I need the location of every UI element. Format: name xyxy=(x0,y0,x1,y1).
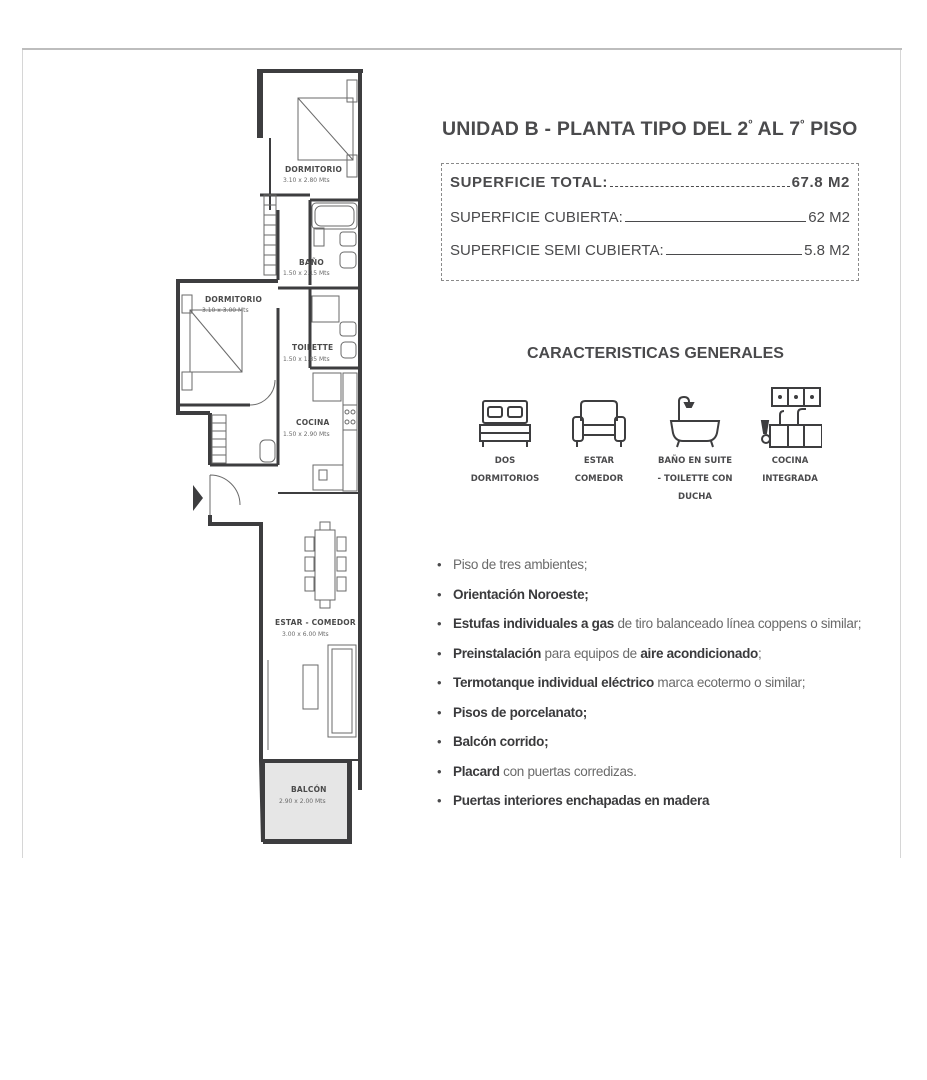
title-end: PISO xyxy=(804,118,858,140)
sofa-icon xyxy=(569,395,629,450)
covered-area-label: SUPERFICIE CUBIERTA: xyxy=(450,209,623,226)
bullet-text: ; xyxy=(757,645,762,661)
feature-kitchen-line2: INTEGRADA xyxy=(762,474,818,484)
ordinal-mark: º xyxy=(748,118,753,131)
title-main: UNIDAD B - PLANTA TIPO DEL 2 xyxy=(442,118,749,140)
room-name-cocina: COCINA xyxy=(296,418,330,427)
semi-covered-area-value: 5.8 M2 xyxy=(804,242,850,259)
feature-bullet xyxy=(436,557,861,587)
bullet-text: Preinstalación xyxy=(453,645,542,661)
bullet-text: Pisos de porcelanato; xyxy=(453,704,587,720)
feature-bedrooms-line1: DOS xyxy=(494,456,516,466)
leader-line xyxy=(625,221,806,222)
bullet-text: Orientación Noroeste; xyxy=(453,586,589,602)
room-dims-toilette: 1.50 x 1.85 Mts xyxy=(283,356,330,363)
feature-bathroom-line2: - TOILETTE CON xyxy=(657,474,733,484)
room-dims-estar-comedor: 3.00 x 6.00 Mts xyxy=(282,631,329,638)
bathtub-icon xyxy=(665,395,725,450)
features-bullet-list xyxy=(436,557,861,823)
feature-living-line1: ESTAR xyxy=(583,456,615,466)
bullet-text: Placard xyxy=(453,763,500,779)
room-name-dormitorio-2: DORMITORIO xyxy=(205,295,263,304)
room-name-toilette: TOILETTE xyxy=(292,343,334,352)
feature-bullet xyxy=(436,646,861,676)
sheet-top-border xyxy=(22,48,902,50)
feature-bullet xyxy=(436,705,861,735)
floor-plan-drawing xyxy=(160,60,390,860)
feature-living-line2: COMEDOR xyxy=(574,474,624,484)
bullet-text: de tiro balanceado línea coppens o similar; xyxy=(614,616,862,631)
feature-bullet xyxy=(436,675,861,705)
room-dims-balcon: 2.90 x 2.00 Mts xyxy=(279,798,326,805)
bed-icon xyxy=(475,395,535,450)
leader-line xyxy=(666,254,802,255)
sheet-left-border xyxy=(22,50,23,858)
bullet-text: Piso de tres ambientes; xyxy=(453,557,588,572)
covered-area-row xyxy=(450,209,850,226)
feature-bathroom-line3: DUCHA xyxy=(678,492,712,502)
feature-bullet xyxy=(436,793,861,823)
bullet-text: aire acondicionado xyxy=(640,645,758,661)
room-name-dormitorio-1: DORMITORIO xyxy=(285,165,343,174)
feature-bullet xyxy=(436,616,861,646)
room-name-estar-comedor: ESTAR - COMEDOR xyxy=(275,618,356,627)
kitchen-icon xyxy=(758,385,822,450)
bullet-text: Puertas interiores enchapadas en madera xyxy=(453,793,710,808)
bullet-text: Termotanque individual eléctrico xyxy=(453,675,654,690)
ordinal-mark: º xyxy=(800,118,805,131)
feature-bullet xyxy=(436,764,861,794)
feature-bullet xyxy=(436,734,861,764)
feature-kitchen-line1: COCINA xyxy=(771,456,809,466)
feature-bullet xyxy=(436,587,861,617)
bullet-text: Balcón corrido; xyxy=(453,734,549,749)
feature-bathroom xyxy=(655,395,735,506)
total-area-row xyxy=(450,174,850,191)
feature-living xyxy=(559,395,639,488)
feature-kitchen xyxy=(750,385,830,488)
page-title xyxy=(442,118,858,141)
feature-bedrooms xyxy=(465,395,545,488)
room-dims-dormitorio-1: 3.10 x 2.80 Mts xyxy=(283,177,330,184)
feature-bedrooms-line2: DORMITORIOS xyxy=(470,474,540,484)
bullet-text: marca ecotermo o similar; xyxy=(653,675,806,690)
leader-line xyxy=(610,186,790,187)
room-dims-cocina: 1.50 x 2.90 Mts xyxy=(283,431,330,438)
room-dims-bano: 1.50 x 2.15 Mts xyxy=(283,270,330,277)
room-name-balcon: BALCÓN xyxy=(291,785,327,794)
room-dims-dormitorio-2: 3.10 x 3.00 Mts xyxy=(202,307,249,314)
room-name-bano: BAÑO xyxy=(299,258,324,267)
feature-bathroom-line1: BAÑO EN SUITE xyxy=(657,456,733,466)
title-mid: AL 7 xyxy=(752,118,801,140)
bullet-text: para equipos de xyxy=(541,645,641,661)
total-area-label: SUPERFICIE TOTAL: xyxy=(450,174,608,191)
semi-covered-area-label: SUPERFICIE SEMI CUBIERTA: xyxy=(450,242,664,259)
features-heading: CARACTERISTICAS GENERALES xyxy=(527,345,784,362)
semi-covered-area-row xyxy=(450,242,850,259)
bullet-text: con puertas corredizas. xyxy=(499,763,637,779)
area-summary-box xyxy=(441,163,859,281)
bullet-text: Estufas individuales a gas xyxy=(453,616,615,631)
covered-area-value: 62 M2 xyxy=(808,209,850,226)
total-area-value: 67.8 M2 xyxy=(791,174,850,191)
sheet-right-border xyxy=(900,50,901,858)
floor-plan xyxy=(160,60,390,860)
